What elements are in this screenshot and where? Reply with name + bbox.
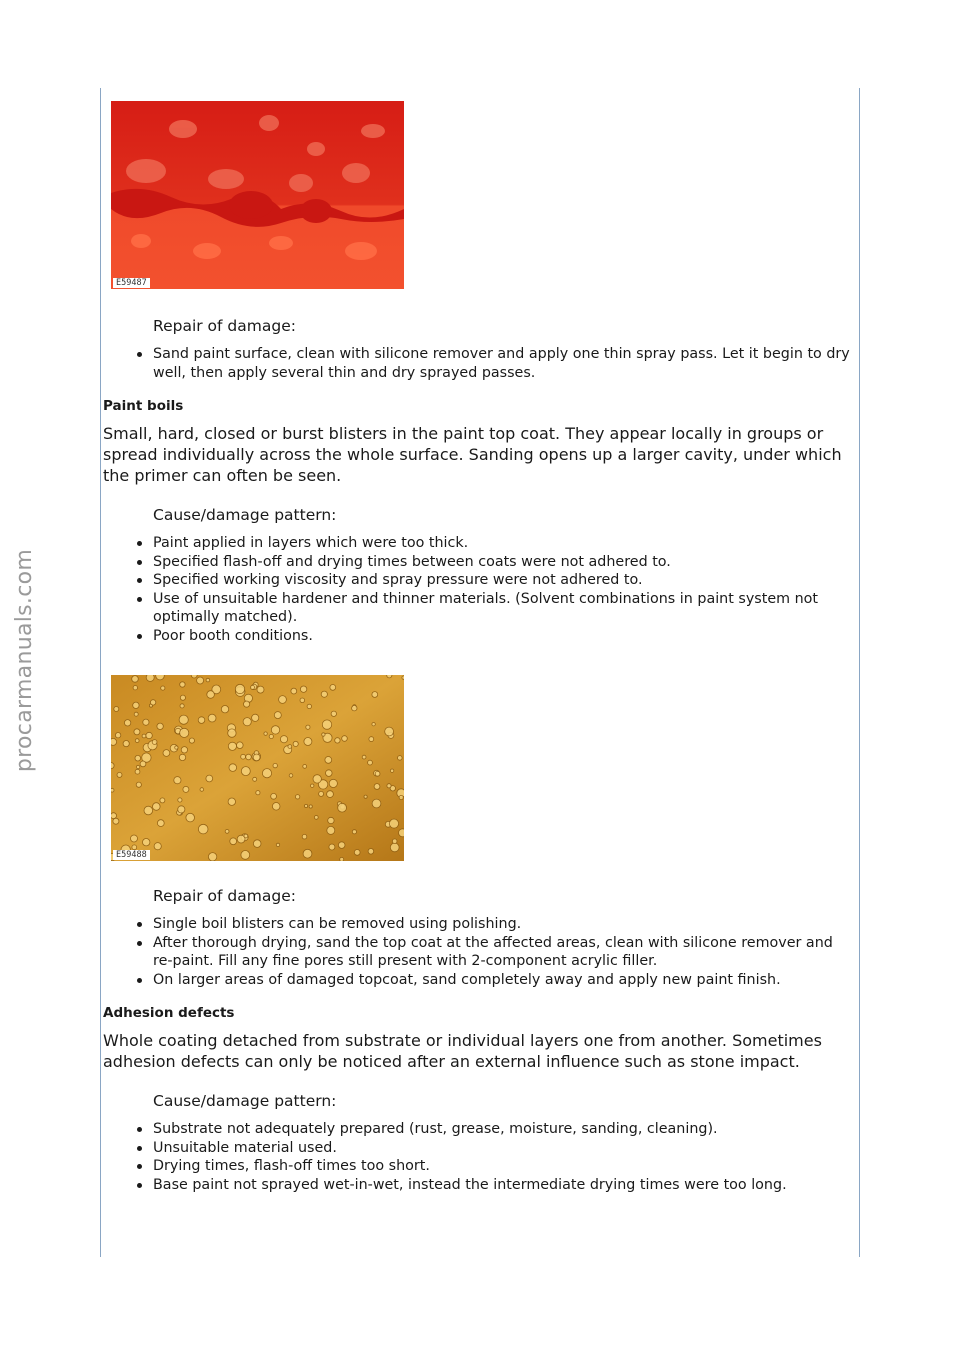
repair-heading: Repair of damage: <box>153 317 296 335</box>
list-item: On larger areas of damaged topcoat, sand completely away and apply new paint finish. <box>153 971 855 990</box>
side-watermark-text: procarmanuals.com <box>12 548 38 772</box>
right-rule <box>859 88 860 1257</box>
section-title-adhesion-defects: Adhesion defects <box>103 1005 235 1021</box>
left-rule <box>100 88 101 1257</box>
list-item: Poor booth conditions. <box>153 627 855 646</box>
figure-paint-boils <box>111 675 404 861</box>
list-item: Drying times, flash-off times too short. <box>153 1157 855 1176</box>
repair-list <box>153 915 855 989</box>
list-item: Use of unsuitable hardener and thinner materials. (Solvent combinations in paint system not optimally matched). <box>153 590 855 627</box>
list-item: After thorough drying, sand the top coat at the affected areas, clean with silicone remover and re-paint. Fill any fine pores still present with 2-component acrylic filler. <box>153 934 855 971</box>
orange-boils-image <box>111 675 404 861</box>
figure-label: E59488 <box>113 850 150 860</box>
figure-label: E59487 <box>113 278 150 288</box>
repair-list <box>153 345 855 382</box>
list-item: Specified working viscosity and spray pressure were not adhered to. <box>153 571 855 590</box>
list-item: Substrate not adequately prepared (rust, grease, moisture, sanding, cleaning). <box>153 1120 855 1139</box>
cause-list <box>153 534 855 645</box>
list-item: Base paint not sprayed wet-in-wet, instead the intermediate drying times were too long. <box>153 1176 855 1195</box>
list-item: Single boil blisters can be removed using polishing. <box>153 915 855 934</box>
list-item: Sand paint surface, clean with silicone remover and apply one thin spray pass. Let it begin to dry well, then apply several thin and dry sprayed passes. <box>153 345 855 382</box>
adhesion-description: Whole coating detached from substrate or individual layers one from another. Sometimes adhesion defects can only be noticed after an external influence such as stone impact. <box>103 1031 822 1071</box>
repair-heading: Repair of damage: <box>153 887 296 905</box>
cause-list <box>153 1120 855 1194</box>
list-item: Specified flash-off and drying times between coats were not adhered to. <box>153 553 855 572</box>
section-title-paint-boils: Paint boils <box>103 398 184 414</box>
cause-heading: Cause/damage pattern: <box>153 1092 337 1110</box>
page-content <box>103 101 855 1194</box>
figure-paint-runs <box>111 101 404 289</box>
cause-heading: Cause/damage pattern: <box>153 506 337 524</box>
paint-boils-description: Small, hard, closed or burst blisters in the paint top coat. They appear locally in groups or spread individually across the whole surface. Sanding opens up a larger cavity, under which the primer can often be seen. <box>103 424 842 485</box>
red-paint-image <box>111 101 404 289</box>
side-watermark <box>4 540 46 780</box>
list-item: Paint applied in layers which were too thick. <box>153 534 855 553</box>
list-item: Unsuitable material used. <box>153 1139 855 1158</box>
